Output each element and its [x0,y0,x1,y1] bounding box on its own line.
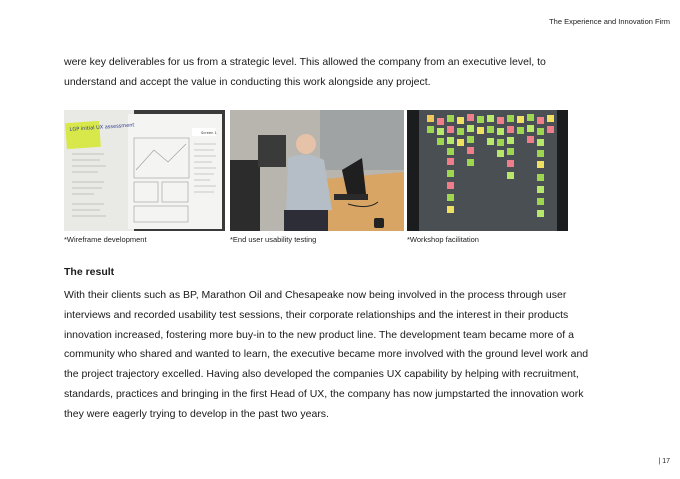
caption-wireframe: *Wireframe development [64,235,147,244]
header-firm-name: The Experience and Innovation Firm [549,17,670,26]
page-number: | 17 [658,458,670,465]
wireframe-photo [64,110,225,231]
usability-testing-photo [230,110,404,231]
intro-paragraph: were key deliverables for us from a strategic level. This allowed the company from an executive level, to understand and accept the value in conducting this work alongside any project. [64,56,546,88]
caption-usability-testing: *End user usability testing [230,235,317,244]
caption-workshop: *Workshop facilitation [407,235,479,244]
wireframe-sheet-title: Screen 1 [201,131,217,135]
result-heading: The result [64,266,115,278]
result-paragraph: With their clients such as BP, Marathon Oil and Chesapeake now being involved in the process through user interviews and recorded usability test sessions, their corporate relationships and the interest in their products innovation increased, fostering more buy-in to the new product line. The development team became more of a community who shared and wanted to learn, the executive became more involved with the ground level work and the project trajectory excelled. Having also developed the companies UX capability by helping with recruitment, standards, practices and bringing in the first Head of UX, the company has now jumpstarted the innovation work they were eagerly trying to develop in the past two years. [64,289,589,420]
workshop-photo [407,110,568,231]
sticky-note-label: LGP initial UX assessment [69,122,135,133]
